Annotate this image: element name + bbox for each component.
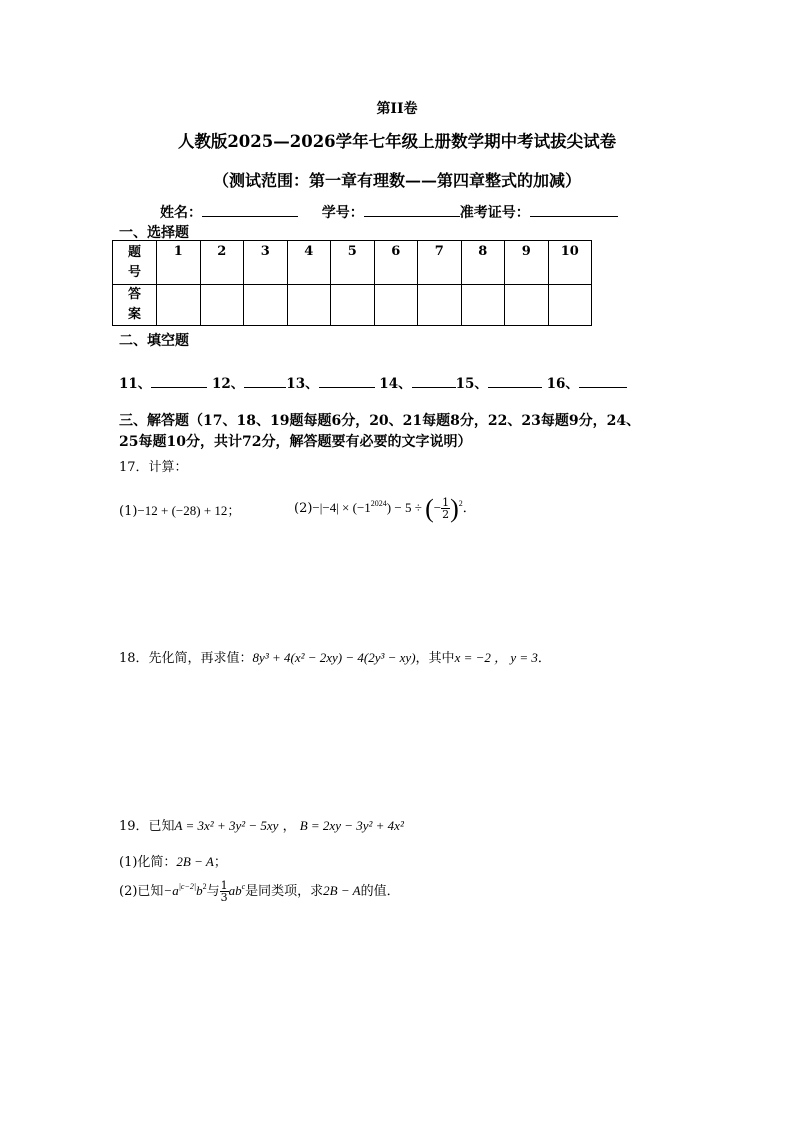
answer-cell[interactable] bbox=[200, 285, 244, 326]
fill-item-label: 16、 bbox=[546, 376, 579, 392]
name-blank[interactable] bbox=[202, 202, 298, 217]
fill-blank[interactable] bbox=[579, 374, 627, 388]
fill-blanks-row bbox=[119, 372, 627, 392]
question-number: 7 bbox=[418, 241, 462, 285]
answer-cell[interactable] bbox=[548, 285, 592, 326]
fill-item-label: 13、 bbox=[286, 376, 319, 392]
fraction: $\frac{1}{3}$ bbox=[220, 879, 228, 904]
fill-blank[interactable] bbox=[319, 374, 375, 388]
answer-cell[interactable] bbox=[244, 285, 288, 326]
question-number: 5 bbox=[331, 241, 375, 285]
answer-cell[interactable] bbox=[418, 285, 462, 326]
section3-heading-line2: 25每题10分，共计72分，解答题要有必要的文字说明） bbox=[119, 434, 472, 450]
fill-blank[interactable] bbox=[151, 374, 207, 388]
answer-cell[interactable] bbox=[461, 285, 505, 326]
fill-blank[interactable] bbox=[412, 374, 456, 388]
fraction: $\frac{1}{2}$ bbox=[442, 496, 450, 521]
fill-item-label: 15、 bbox=[455, 376, 488, 392]
q19-expr-a: A = 3x² + 3y² − 5xy bbox=[174, 818, 279, 833]
question-number: 3 bbox=[244, 241, 288, 285]
student-info-row bbox=[160, 202, 618, 222]
volume-label: 第II卷 bbox=[376, 101, 418, 117]
table-row bbox=[113, 285, 592, 326]
table-row bbox=[113, 241, 592, 285]
q17-label: 17．计算： bbox=[119, 460, 188, 475]
question-number: 9 bbox=[505, 241, 549, 285]
row-header-answer: 答 案 bbox=[113, 285, 157, 326]
id-label: 学号： bbox=[321, 205, 364, 221]
page-subtitle: （测试范围：第一章有理数——第四章整式的加减） bbox=[212, 171, 581, 190]
question-number: 8 bbox=[461, 241, 505, 285]
q18-cond: x = −2 ， y = 3 bbox=[454, 650, 538, 665]
q18-expr: 8y³ + 4(x² − 2xy) − 4(2y³ − xy) bbox=[252, 650, 416, 665]
q19-part1: (1)化简：2B − A； bbox=[119, 854, 227, 870]
question-number: 1 bbox=[157, 241, 201, 285]
q19-part2: (2)已知$-a^{|c-2|}b^2$与 $\frac{1}{3}$ $ab^c$是同类项，求2B − A的值． bbox=[119, 879, 400, 904]
id-blank[interactable] bbox=[364, 202, 460, 217]
q19: 19．已知A = 3x² + 3y² − 5xy ， B = 2xy − 3y² + 4x² bbox=[119, 818, 404, 834]
fill-blank[interactable] bbox=[488, 374, 542, 388]
question-number: 6 bbox=[374, 241, 418, 285]
question-number: 2 bbox=[200, 241, 244, 285]
q17-part2: $(2)-|-4| \times (-1^{2024}) - 5$ ÷ (− $\frac{1}{2}$ )$^2$． bbox=[294, 494, 476, 523]
answer-cell[interactable] bbox=[287, 285, 331, 326]
name-label: 姓名： bbox=[160, 205, 202, 221]
answer-cell[interactable] bbox=[331, 285, 375, 326]
fill-item-label: 12、 bbox=[212, 376, 245, 392]
page-title: 人教版2025—2026学年七年级上册数学期中考试拔尖试卷 bbox=[177, 132, 617, 151]
row-header-number: 题 号 bbox=[113, 241, 157, 285]
q19-expr-b: B = 2xy − 3y² + 4x² bbox=[299, 818, 404, 833]
fill-item-label: 14、 bbox=[379, 376, 412, 392]
section1-heading: 一、选择题 bbox=[119, 225, 189, 241]
section2-heading: 二、填空题 bbox=[119, 333, 189, 349]
answer-cell[interactable] bbox=[157, 285, 201, 326]
section3-heading-line1: 三、解答题（17、18、19题每题6分，20、21每题8分，22、23每题9分，24、 bbox=[119, 413, 641, 429]
question-number: 10 bbox=[548, 241, 592, 285]
fill-item-label: 11、 bbox=[119, 376, 152, 392]
question-number: 4 bbox=[287, 241, 331, 285]
answer-cell[interactable] bbox=[505, 285, 549, 326]
exam-id-label: 准考证号： bbox=[459, 205, 530, 221]
q18: 18．先化简，再求值：8y³ + 4(x² − 2xy) − 4(2y³ − xy)，其中x = −2 ， y = 3． bbox=[119, 650, 551, 666]
q17-part1-expr: −12 + (−28) + 12 bbox=[137, 503, 228, 518]
answer-table bbox=[112, 240, 592, 326]
q17-part1: (1)−12 + (−28) + 12； bbox=[119, 503, 241, 519]
fill-blank[interactable] bbox=[244, 374, 286, 388]
answer-cell[interactable] bbox=[374, 285, 418, 326]
exam-id-blank[interactable] bbox=[530, 202, 618, 217]
